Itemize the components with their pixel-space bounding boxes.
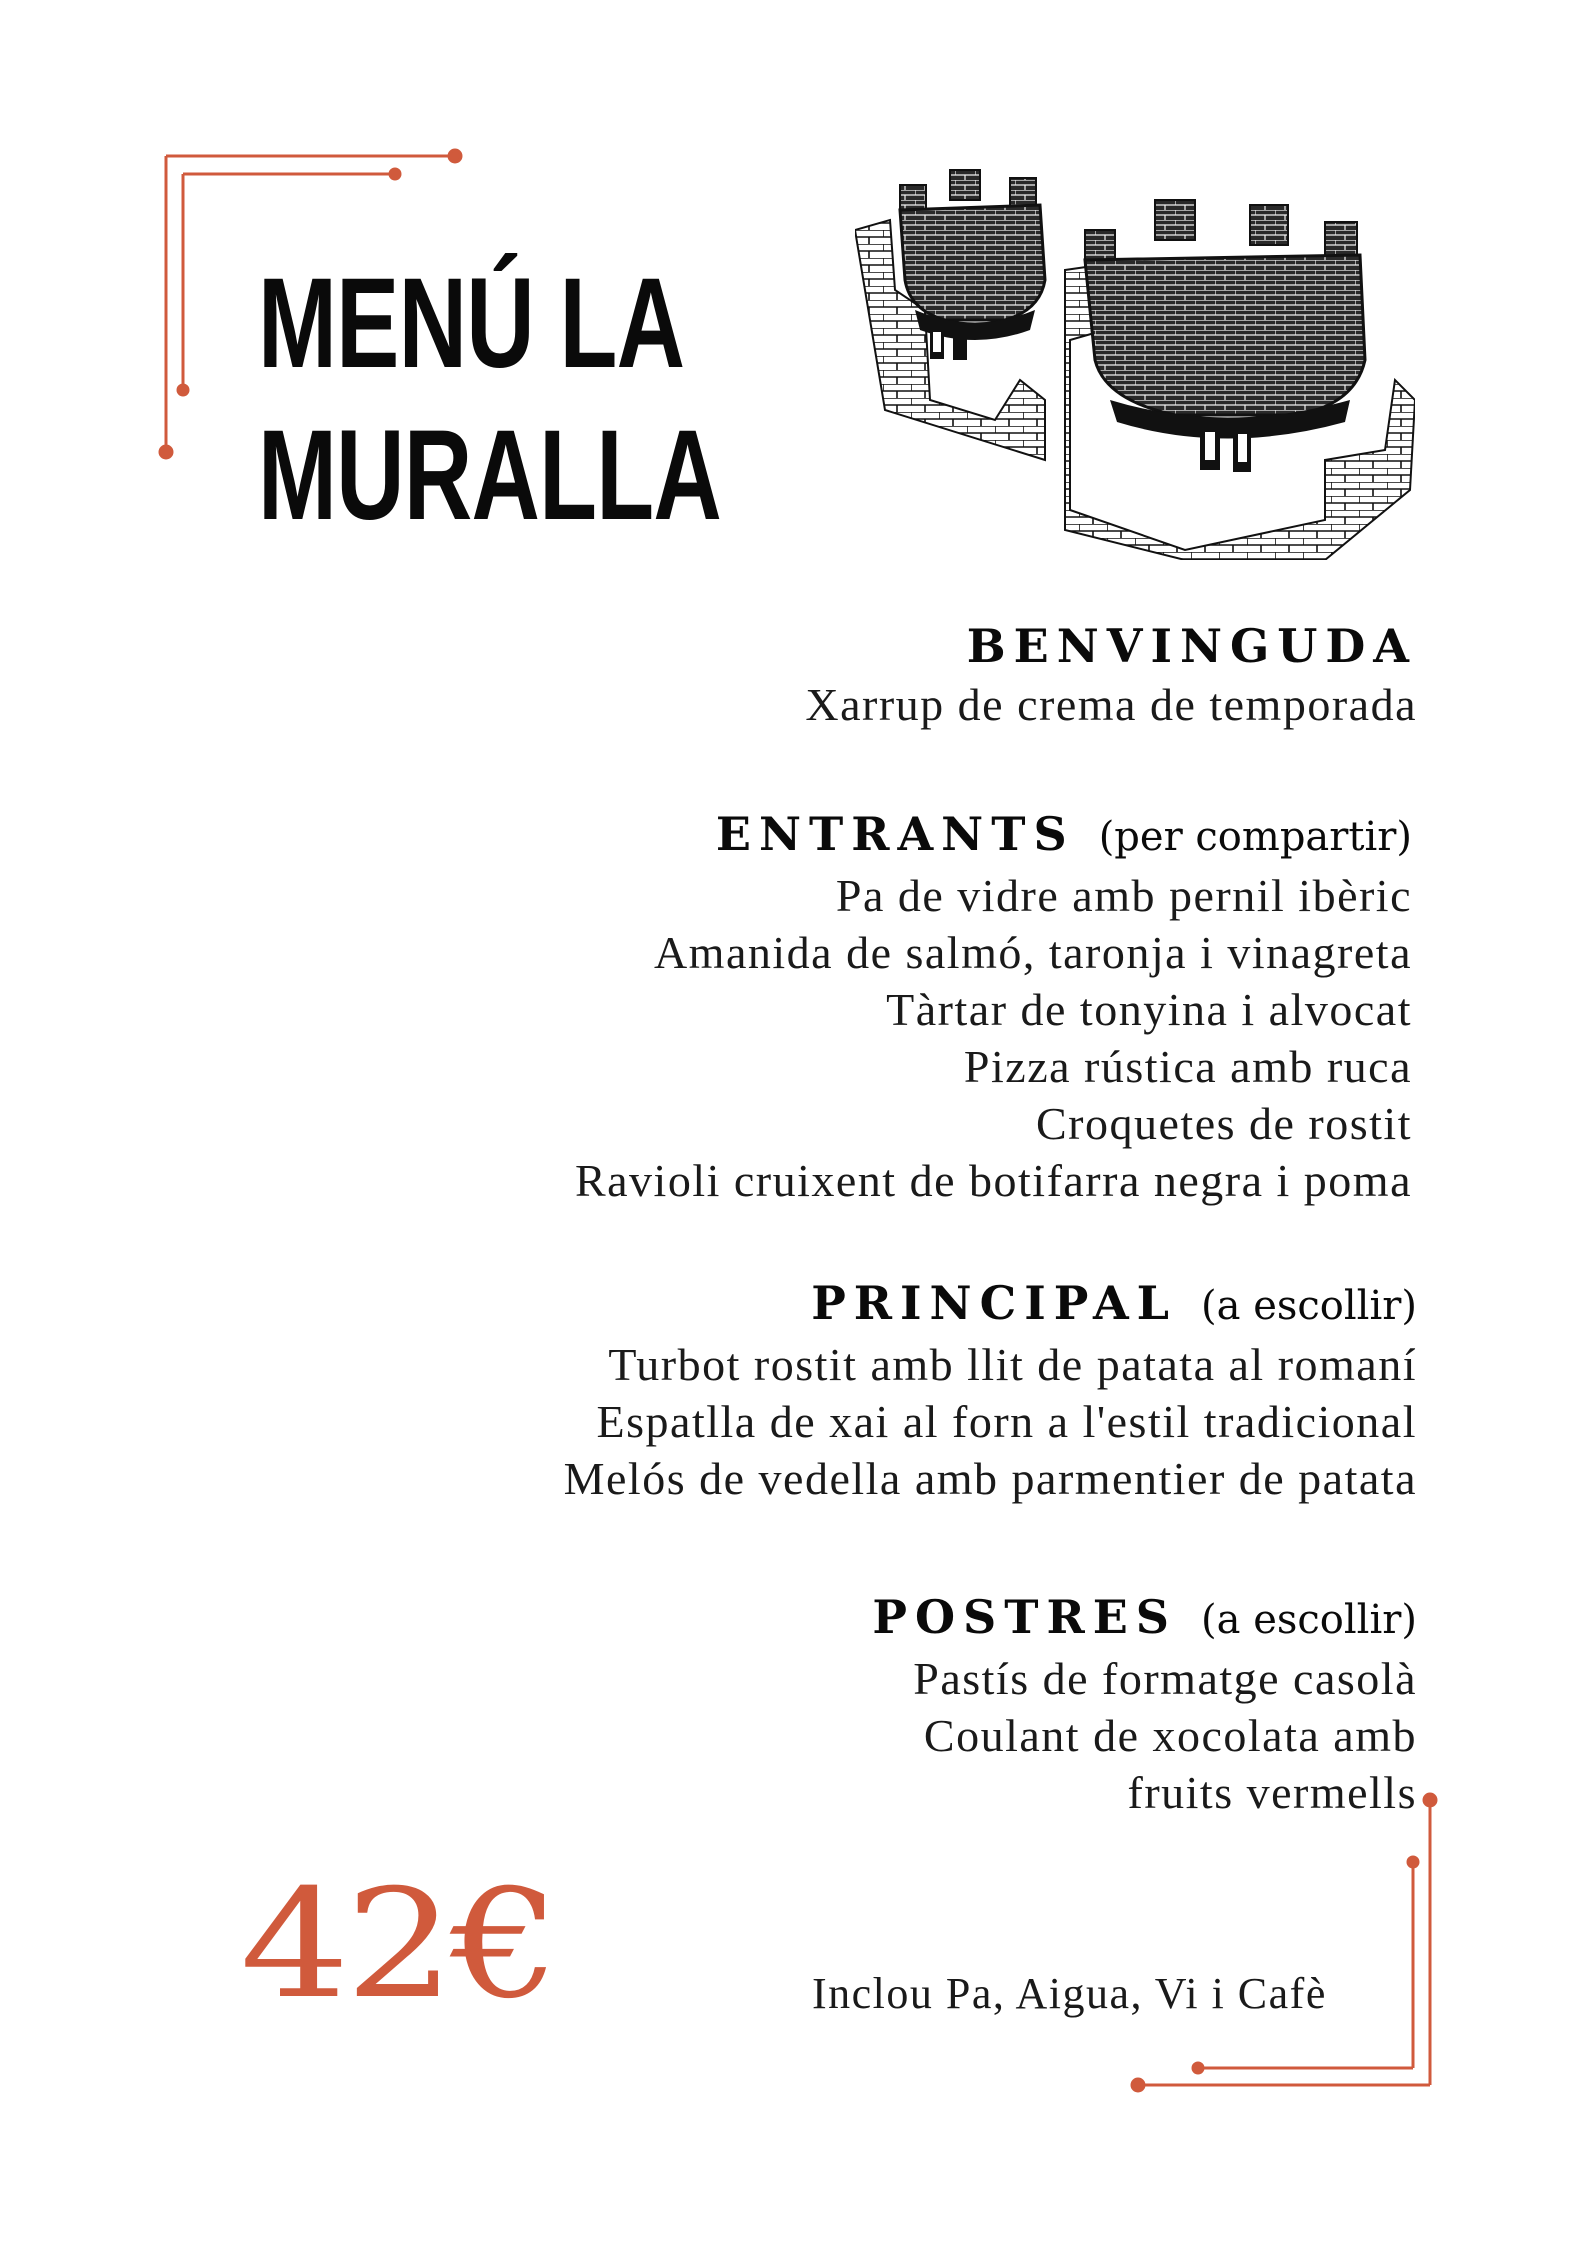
section-title: BENVINGUDA <box>966 619 1417 673</box>
menu-item: Espatlla de xai al forn a l'estil tradicional <box>596 1396 1417 1447</box>
title-line-2: MURALLA <box>258 404 722 547</box>
includes-note: Inclou Pa, Aigua, Vi i Cafè <box>812 1969 1327 2018</box>
menu-price: 42€ <box>240 1858 556 2032</box>
menu-item: Croquetes de rostit <box>1036 1098 1412 1149</box>
section-principal <box>564 1273 1417 1507</box>
menu-item: Coulant de xocolata amb <box>923 1710 1417 1761</box>
section-postres <box>872 1587 1417 1821</box>
right-tower <box>1085 200 1365 472</box>
menu-item: Tàrtar de tonyina i alvocat <box>886 984 1412 1035</box>
menu-item: Xarrup de crema de temporada <box>805 679 1417 730</box>
menu-item: Ravioli cruixent de botifarra negra i poma <box>574 1155 1412 1206</box>
menu-item: Pastís de formatge casolà <box>913 1653 1417 1704</box>
section-benvinguda <box>805 616 1417 733</box>
section-title: POSTRES (a escollir) <box>872 1590 1417 1644</box>
menu-item: fruits vermells <box>1127 1767 1417 1818</box>
menu-title <box>258 248 721 552</box>
section-title: PRINCIPAL (a escollir) <box>811 1276 1417 1330</box>
menu-item: Melós de vedella amb parmentier de patata <box>563 1453 1417 1504</box>
castle-towers-illustration <box>855 160 1415 560</box>
section-entrants <box>575 804 1412 1209</box>
section-note: (a escollir) <box>1201 1597 1417 1643</box>
section-note: (per compartir) <box>1098 814 1412 860</box>
menu-item: Pizza rústica amb ruca <box>963 1041 1412 1092</box>
section-title: ENTRANTS (per compartir) <box>715 807 1412 861</box>
menu-item: Amanida de salmó, taronja i vinagreta <box>653 927 1412 978</box>
menu-item: Pa de vidre amb pernil ibèric <box>835 870 1412 921</box>
menu-item: Turbot rostit amb llit de patata al romaní <box>608 1339 1417 1390</box>
section-note: (a escollir) <box>1201 1283 1417 1329</box>
title-line-1: MENÚ LA <box>258 252 685 395</box>
